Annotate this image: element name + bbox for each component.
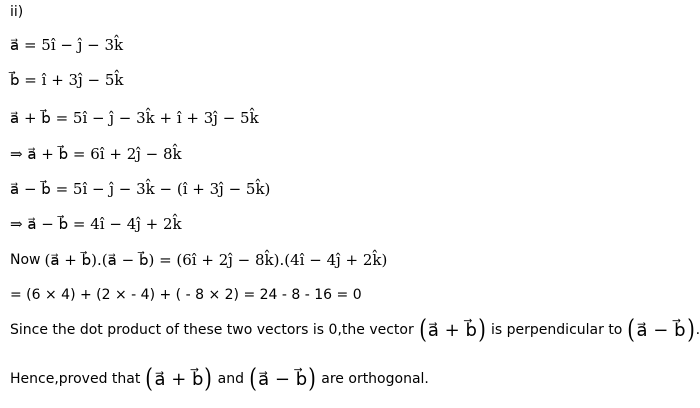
calculation-line: = (6 × 4) + (2 × - 4) + ( - 8 × 2) = 24 - 8 - 16 = 0 [10, 287, 362, 303]
perpendicular-statement: Since the dot product of these two vectors is 0,the vector ( a⃗ + b⃗ ) is perpendicular to ( a⃗ − b⃗ ) . [10, 315, 700, 345]
dot-product-line: Now (a⃗ + b⃗).(a⃗ − b⃗) = (6î + 2ĵ − 8k̂).(4î − 4ĵ + 2k̂) [10, 251, 388, 269]
equation-difference-result: ⇒ a⃗ − b⃗ = 4î − 4ĵ + 2k̂ [10, 215, 182, 233]
vector-difference-group: ( a⃗ − b⃗ ) [627, 315, 695, 345]
equation-sum-result: ⇒ a⃗ + b⃗ = 6î + 2ĵ − 8k̂ [10, 145, 182, 163]
equation-sum-expanded: a⃗ + b⃗ = 5î − ĵ − 3k̂ + î + 3ĵ − 5k̂ [10, 109, 259, 127]
part-label: ii) [10, 4, 24, 20]
vector-sum-group-2: ( a⃗ + b⃗ ) [145, 364, 213, 394]
equation-vector-b: b⃗ = î + 3ĵ − 5k̂ [10, 71, 124, 89]
equation-vector-a: a⃗ = 5î − ĵ − 3k̂ [10, 36, 124, 54]
orthogonal-conclusion: Hence,proved that ( a⃗ + b⃗ ) and ( a⃗ − b⃗ ) are orthogonal. [10, 364, 429, 394]
vector-sum-group: ( a⃗ + b⃗ ) [419, 315, 486, 345]
equation-difference-expanded: a⃗ − b⃗ = 5î − ĵ − 3k̂ − (î + 3ĵ − 5k̂) [10, 180, 271, 198]
vector-difference-group-2: ( a⃗ − b⃗ ) [249, 364, 317, 394]
